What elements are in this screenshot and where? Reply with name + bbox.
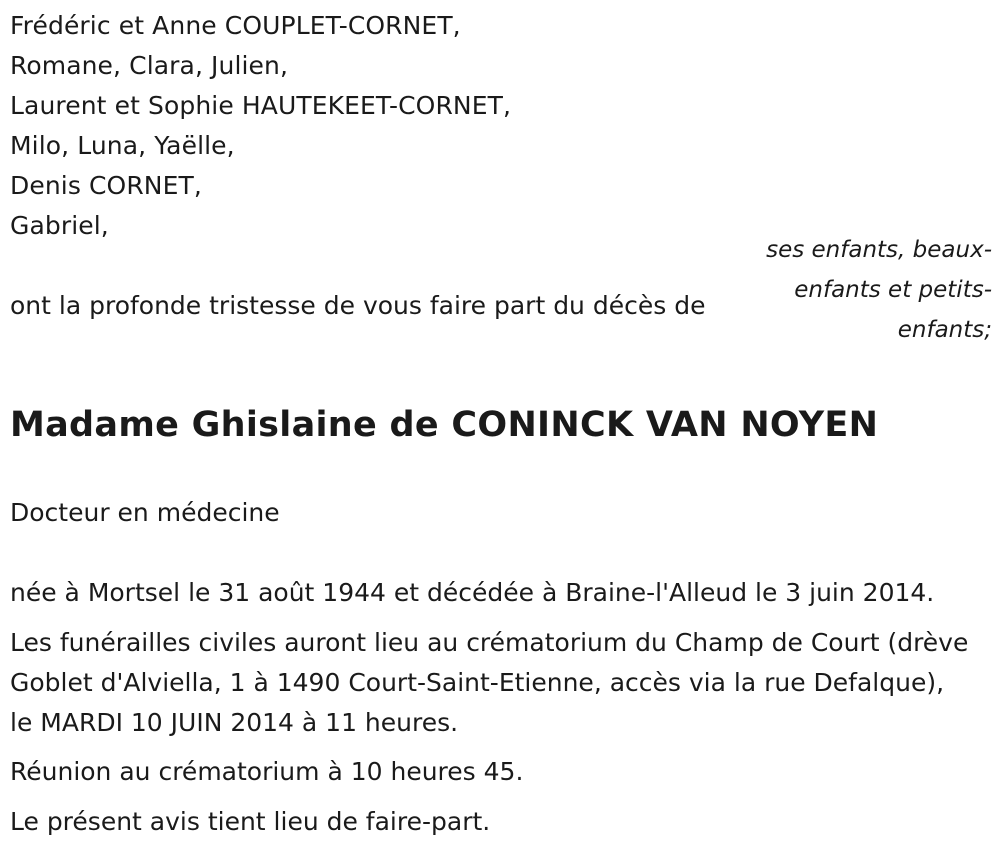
deceased-profession: Docteur en médecine <box>10 498 280 527</box>
family-line-3: Laurent et Sophie HAUTEKEET-CORNET, <box>10 91 512 120</box>
notice-text: Le présent avis tient lieu de faire-part. <box>10 807 491 836</box>
family-line-1: Frédéric et Anne COUPLET-CORNET, <box>10 11 461 40</box>
family-line-6: Gabriel, <box>10 211 109 240</box>
reunion-text: Réunion au crématorium à 10 heures 45. <box>10 757 524 786</box>
family-line-4: Milo, Luna, Yaëlle, <box>10 131 235 160</box>
announcement-text: ont la profonde tristesse de vous faire part du décès de <box>10 291 706 320</box>
family-relation: ses enfants, beaux-enfants et petits-enfants; <box>766 237 992 343</box>
family-line-2: Romane, Clara, Julien, <box>10 51 289 80</box>
birth-death-text: née à Mortsel le 31 août 1944 et décédée à Braine-l'Alleud le 3 juin 2014. <box>10 578 935 607</box>
family-line-5: Denis CORNET, <box>10 171 202 200</box>
funeral-details: Les funérailles civiles auront lieu au crématorium du Champ de Court (drève Goblet d'Alviella, 1 à 1490 Court-Saint-Etienne, accès via la rue Defalque), le MARDI 10 JUIN 2014 à 11 heures. <box>10 628 969 737</box>
deceased-name: Madame Ghislaine de CONINCK VAN NOYEN <box>10 405 879 445</box>
family-list <box>10 6 511 246</box>
